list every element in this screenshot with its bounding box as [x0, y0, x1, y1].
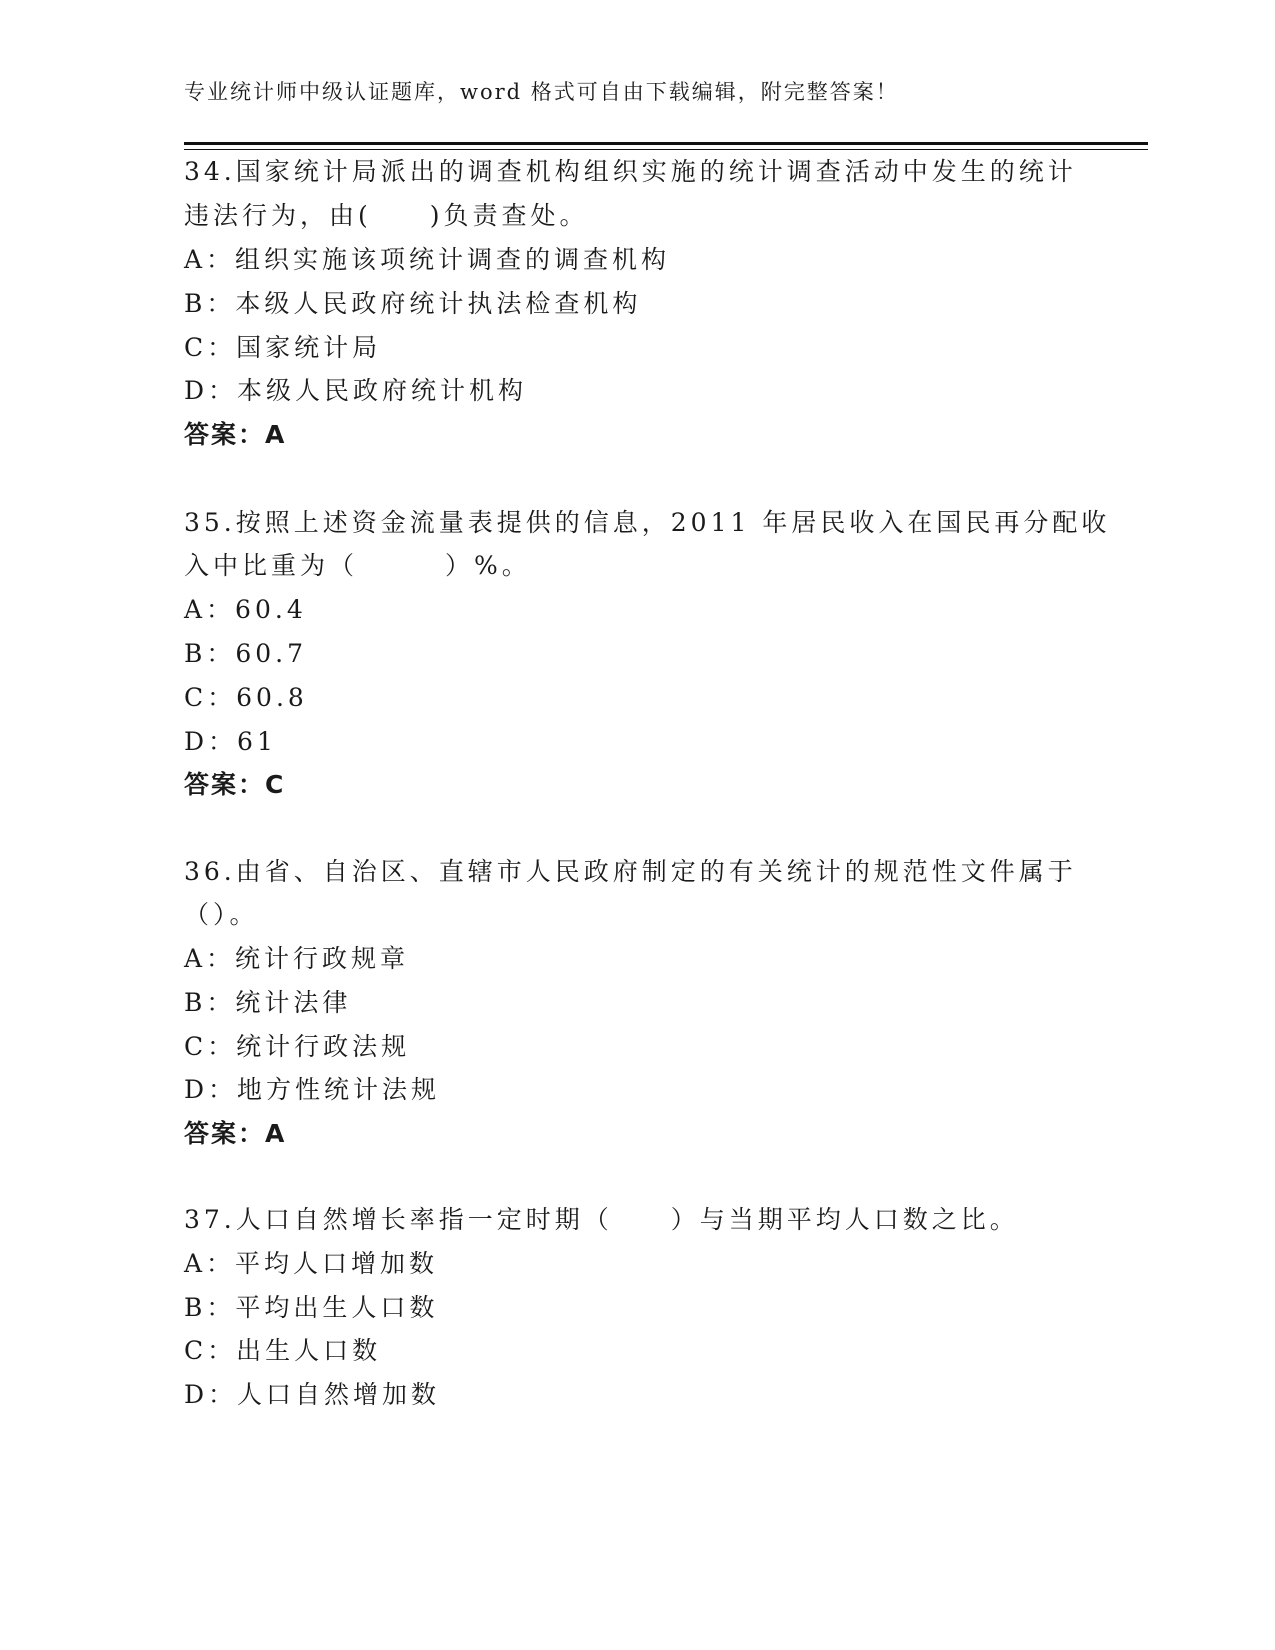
header-divider-thin: [184, 149, 1148, 150]
question-34-option-d: D：本级人民政府统计机构: [184, 376, 528, 405]
question-34-stem-line-1: 34.国家统计局派出的调查机构组织实施的统计调查活动中发生的统计: [184, 157, 1077, 186]
question-34-stem-line-2: 违法行为，由( )负责查处。: [184, 201, 589, 230]
question-34-option-b: B：本级人民政府统计执法检查机构: [184, 289, 642, 318]
question-35-stem-line-1: 35.按照上述资金流量表提供的信息，2011 年居民收入在国民再分配收: [184, 508, 1111, 537]
document-header: 专业统计师中级认证题库，word 格式可自由下载编辑，附完整答案！: [184, 80, 899, 104]
header-divider-thick: [184, 142, 1148, 145]
question-37-stem-line-1: 37.人口自然增长率指一定时期（ ）与当期平均人口数之比。: [184, 1205, 1019, 1234]
question-37-option-b: B：平均出生人口数: [184, 1293, 439, 1322]
question-35-option-a: A：60.4: [184, 595, 307, 624]
question-36-stem-line-2: （）。: [184, 900, 259, 929]
question-35-option-d: D：61: [184, 727, 277, 756]
question-36-stem-line-1: 36.由省、自治区、直辖市人民政府制定的有关统计的规范性文件属于: [184, 857, 1077, 886]
question-36-answer: 答案：A: [184, 1119, 287, 1148]
question-34-option-a: A：组织实施该项统计调查的调查机构: [184, 245, 671, 274]
question-36-option-a: A：统计行政规章: [184, 944, 410, 973]
question-35-option-c: C：60.8: [184, 683, 308, 712]
question-37-option-d: D：人口自然增加数: [184, 1380, 441, 1409]
question-36-option-c: C：统计行政法规: [184, 1032, 411, 1061]
question-37-option-a: A：平均人口增加数: [184, 1249, 439, 1278]
question-37-option-c: C：出生人口数: [184, 1336, 382, 1365]
question-35-option-b: B：60.7: [184, 639, 308, 668]
question-36-option-d: D：地方性统计法规: [184, 1075, 441, 1104]
question-34-answer: 答案：A: [184, 420, 287, 449]
question-35-answer: 答案：C: [184, 770, 286, 799]
question-34-option-c: C：国家统计局: [184, 333, 382, 362]
question-36-option-b: B：统计法律: [184, 988, 352, 1017]
question-35-stem-line-2: 入中比重为（ ）%。: [184, 551, 531, 580]
